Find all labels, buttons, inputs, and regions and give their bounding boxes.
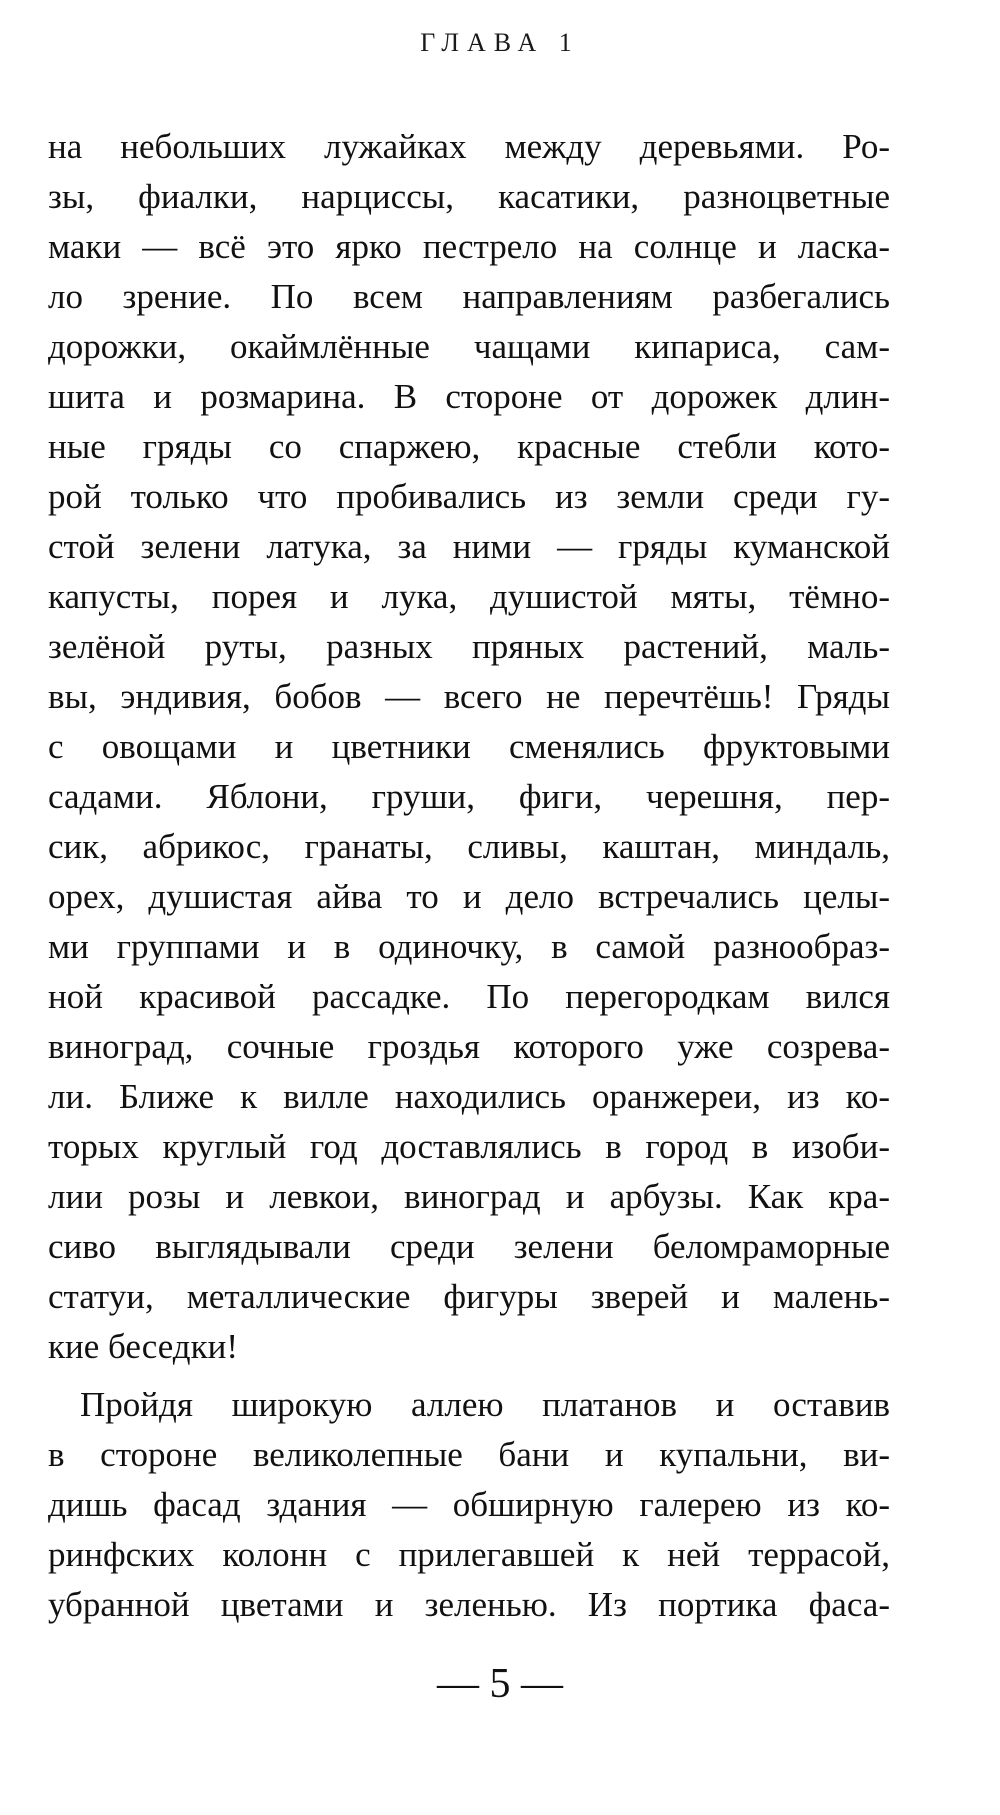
text-line: садами. Яблони, груши, фиги, черешня, пер- xyxy=(48,777,890,816)
text-line: на небольших лужайках между деревьями. Ро- xyxy=(48,127,890,166)
text-line: Пройдя широкую аллею платанов и оставив xyxy=(80,1385,890,1424)
text-line: стой зелени латука, за ними — гряды куманской xyxy=(48,527,890,566)
paragraph-2 xyxy=(48,1380,890,1630)
running-head: ГЛАВА 1 xyxy=(420,28,580,57)
text-line: орех, душистая айва то и дело встречались целы- xyxy=(48,877,890,916)
text-line: капусты, порея и лука, душистой мяты, тёмно- xyxy=(48,577,890,616)
text-line: шита и розмарина. В стороне от дорожек длин- xyxy=(48,377,890,416)
paragraph-gap xyxy=(48,1372,890,1380)
text-line: маки — всё это ярко пестрело на солнце и ласка- xyxy=(48,227,890,266)
text-line: ной красивой рассадке. По перегородкам вился xyxy=(48,977,890,1016)
text-line: торых круглый год доставлялись в город в изоби- xyxy=(48,1127,890,1166)
text-line: сик, абрикос, гранаты, сливы, каштан, миндаль, xyxy=(48,827,890,866)
text-line: дорожки, окаймлённые чащами кипариса, сам- xyxy=(48,327,890,366)
paragraph-1 xyxy=(48,122,890,1372)
text-line: с овощами и цветники сменялись фруктовыми xyxy=(48,727,890,766)
body-text xyxy=(48,122,890,1630)
text-line: убранной цветами и зеленью. Из портика фаса- xyxy=(48,1585,890,1624)
text-line: кие беседки! xyxy=(48,1327,239,1366)
text-line: ринфских колонн с прилегавшей к ней террасой, xyxy=(48,1535,890,1574)
page-number: — 5 — xyxy=(437,1661,563,1707)
text-line: ло зрение. По всем направлениям разбегались xyxy=(48,277,890,316)
text-line: сиво выглядывали среди зелени беломраморные xyxy=(48,1227,890,1266)
text-line: дишь фасад здания — обширную галерею из ко- xyxy=(48,1485,890,1524)
text-line: рой только что пробивались из земли среди гу- xyxy=(48,477,890,516)
text-line: ми группами и в одиночку, в самой разнообраз- xyxy=(48,927,890,966)
text-line: ные гряды со спаржею, красные стебли кото- xyxy=(48,427,890,466)
text-line: виноград, сочные гроздья которого уже созрева- xyxy=(48,1027,890,1066)
text-line: в стороне великолепные бани и купальни, ви- xyxy=(48,1435,890,1474)
text-line: лии розы и левкои, виноград и арбузы. Как кра- xyxy=(48,1177,890,1216)
text-line: ли. Ближе к вилле находились оранжереи, из ко- xyxy=(48,1077,890,1116)
text-line: зелёной руты, разных пряных растений, маль- xyxy=(48,627,890,666)
text-line: зы, фиалки, нарциссы, касатики, разноцветные xyxy=(48,177,890,216)
text-line: статуи, металлические фигуры зверей и малень- xyxy=(48,1277,890,1316)
text-line: вы, эндивия, бобов — всего не перечтёшь! Гряды xyxy=(48,677,890,716)
